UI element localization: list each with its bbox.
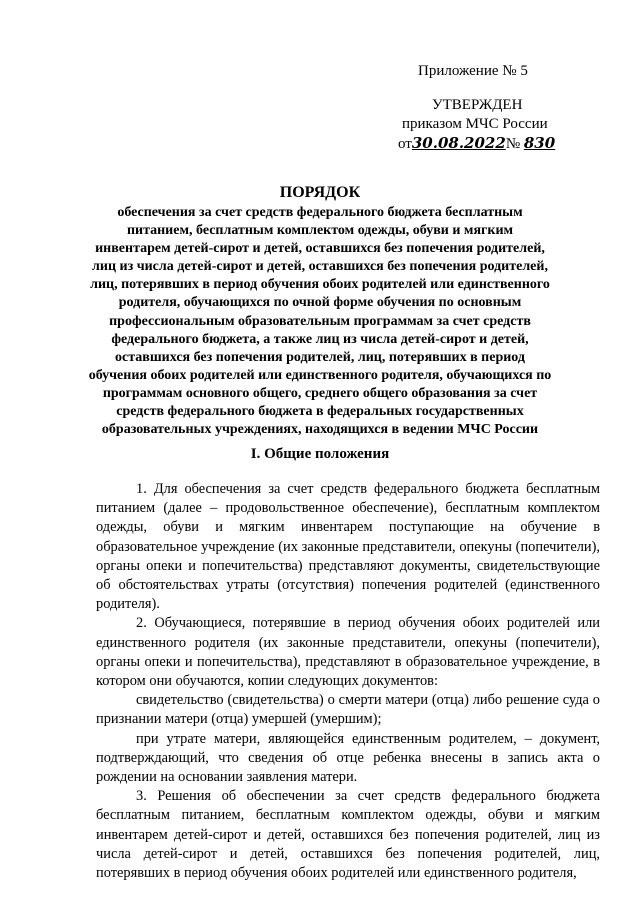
- section-heading: I. Общие положения: [250, 446, 390, 462]
- paragraph-3: 3. Решения об обеспечении за счет средств федерального бюджета бесплатным питанием, бесплатным комплектом одежды, обуви и мягким инвентарем детей-сирот и детей, оставшихся без попечения родителей, лиц из числа детей-сирот и детей, оставшихся без попечения родителей, лиц, потерявших в период обучения обоих родителей или единственного родителя,: [96, 788, 600, 882]
- document-body: [96, 480, 600, 883]
- order-date: 30.08.2022: [411, 134, 506, 152]
- date-prefix: от: [398, 136, 412, 152]
- document-subtitle: обеспечения за счет средств федерального бюджета бесплатным питанием, бесплатным комплектом одежды, обуви и мягким инвентарем детей-сирот и детей, оставшихся без попечения родителей, лиц из числа детей-сирот и детей, оставшихся без попечения родителей, лиц, потерявших в период обучения обоих родителей или единственного родителя, обучающихся по очной форме обучения по основным профессиональным образовательным программам за счет средств федерального бюджета, а также лиц из числа детей-сирот и детей, оставшихся без попечения родителей, лиц, потерявших в период обучения обоих родителей или единственного родителя, обучающихся по программам основного общего, среднего общего образования за счет средств федерального бюджета в федеральных государственных образовательных учреждениях, находящихся в ведении МЧС России: [88, 205, 552, 438]
- approved-stamp-text: УТВЕРЖДЕН: [432, 97, 523, 113]
- annex-number: Приложение № 5: [418, 63, 528, 79]
- order-date-line: [398, 134, 616, 154]
- paragraph-2-item-2: при утрате матери, являющейся единственным родителем, – документ, подтверждающий, что сведения об отце ребенка внесены в запись акта о рождении на основании заявления матери.: [96, 730, 600, 786]
- paragraph-2-item-1: свидетельство (свидетельства) о смерти матери (отца) либо решение суда о признании матери (отца) умершей (умершим);: [96, 692, 600, 728]
- paragraph-1: 1. Для обеспечения за счет средств федерального бюджета бесплатным питанием (далее – продовольственное обеспечение), бесплатным комплектом одежды, обуви и мягким инвентарем поступающие на обучение в образовательное учреждение (их законные представители, опекуны (попечители), органы опеки и попечительства) представляют документы, свидетельствующие об обстоятельствах утраты (отсутствия) попечения родителей (единственного родителя).: [96, 481, 600, 613]
- approval-block: [396, 62, 616, 154]
- number-prefix: №: [505, 136, 521, 152]
- order-reference: приказом МЧС России: [402, 116, 548, 132]
- order-number: 830: [523, 134, 556, 152]
- document-title: ПОРЯДОК: [279, 184, 361, 201]
- paragraph-2: 2. Обучающиеся, потерявшие в период обучения обоих родителей или единственного родителя (их законные представители, опекуны (попечители), органы опеки и попечительства), представляют в образовательное учреждение, в котором они обучаются, копии следующих документов:: [96, 615, 600, 690]
